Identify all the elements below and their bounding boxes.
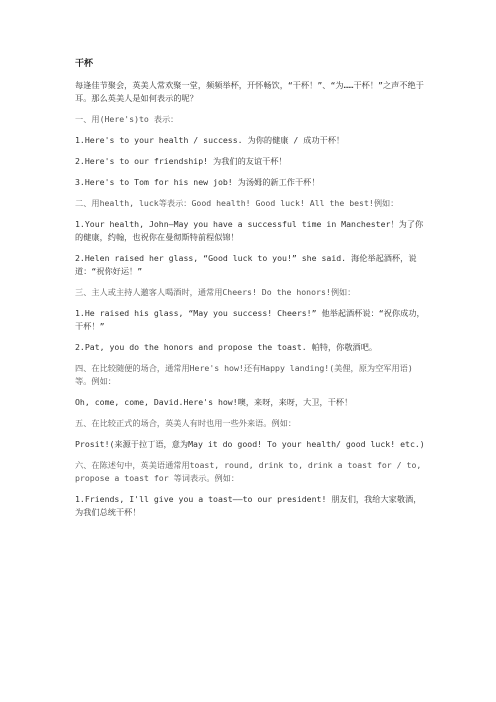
example-3-1: 1.He raised his glass, “May you success! Cheers!” 他举起酒杯说：“祝你成功，干杯！”: [75, 308, 425, 331]
section-heading-4: 四、在比较随便的场合，通常用Here's how!还有Happy landing!(美俚，原为空军用语)等。例如：: [75, 363, 413, 386]
section-heading-5: 五、在比较正式的场合，英美人有时也用一些外来语。例如：: [75, 418, 297, 428]
example-3-2: 2.Pat, you do the honors and propose the toast. 帕特，你敬酒吧。: [75, 342, 378, 352]
example-4-1: Oh, come, come, David.Here's how!噢，来呀，来呀，大卫，干杯！: [75, 397, 353, 407]
document-title: 干杯: [75, 59, 94, 69]
example-1-1: 1.Here's to your health / success. 为你的健康 / 成功干杯！: [75, 135, 345, 145]
document-page: [75, 58, 427, 527]
section-heading-6: 六、在陈述句中，英美语通常用toast, round, drink to, drink a toast for / to, propose a toast for 等词表示。例如：: [75, 460, 422, 483]
section-heading-3: 三、主人或主持人邀客人喝酒时，通常用Cheers! Do the honors!例如：: [75, 287, 356, 297]
example-2-1: 1.Your health, John—May you have a successful time in Manchester！为了你的健康，约翰，也祝你在曼彻斯特前程似锦！: [75, 219, 424, 242]
example-5-1: Prosit!(来源于拉丁语，意为May it do good! To your health/ good luck! etc.): [75, 439, 425, 449]
section-heading-2: 二、用health, luck等表示：Good health! Good luck! All the best!例如：: [75, 198, 399, 208]
example-2-2: 2.Helen raised her glass, “Good luck to you!” she said. 海伦举起酒杯，说道：“祝你好运！”: [75, 253, 417, 276]
section-heading-1: 一、用(Here's)to 表示：: [75, 114, 179, 124]
example-1-3: 3.Here's to Tom for his new job! 为汤姆的新工作干杯！: [75, 177, 320, 187]
example-1-2: 2.Here's to our friendship! 为我们的友谊干杯！: [75, 156, 287, 166]
intro-paragraph: 每逢佳节聚会，英美人常欢聚一堂，频频举杯，开怀畅饮，“干杯！”、“为……干杯！”之声不绝于耳。那么英美人是如何表示的呢？: [75, 80, 424, 103]
example-6-1: 1.Friends, I'll give you a toast——to our president! 朋友们，我给大家敬酒，为我们总统干杯！: [75, 494, 422, 517]
